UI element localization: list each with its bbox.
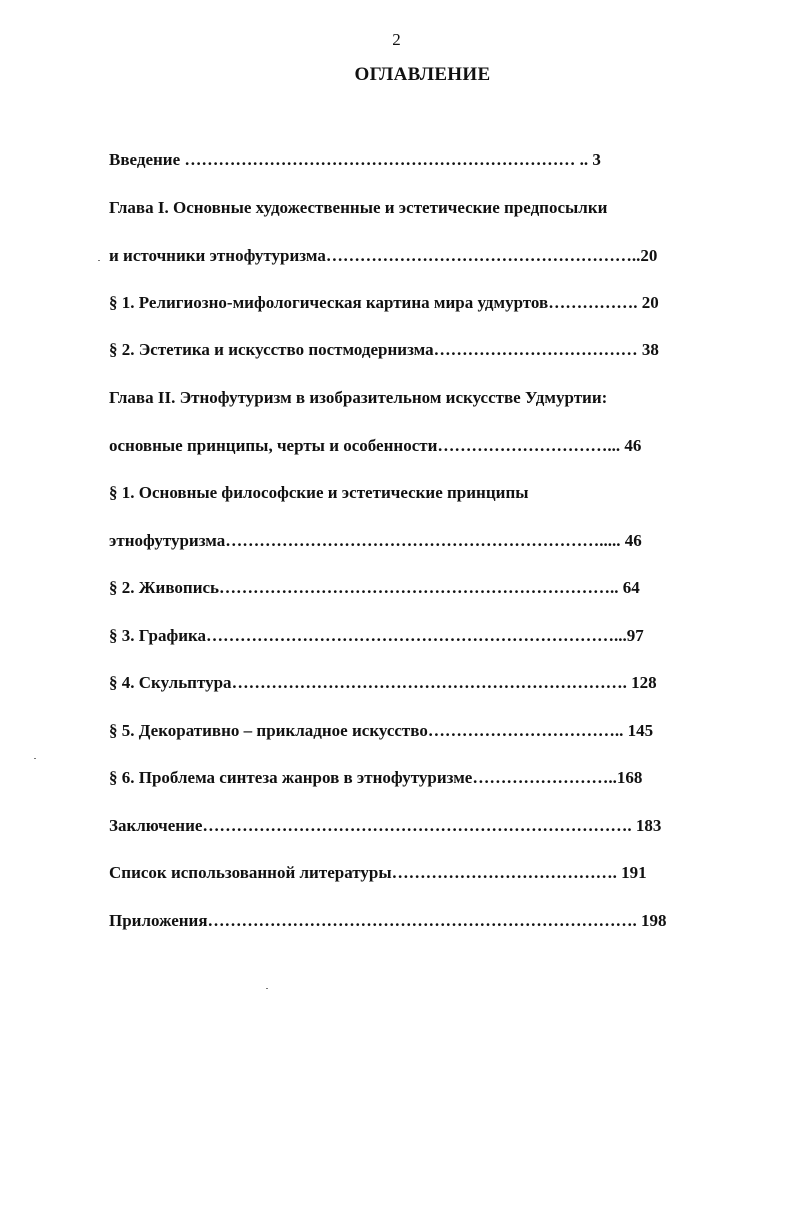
toc-entry-chapter-1[interactable]	[109, 198, 607, 218]
toc-entry-text: Глава I. Основные художественные и эстетические предпосылки	[109, 198, 608, 217]
toc-entry-chapter-1-cont[interactable]	[109, 246, 657, 266]
toc-entry-chapter-2-cont[interactable]	[109, 436, 641, 456]
toc-page-number: 168	[616, 768, 643, 787]
toc-leader: ………………………………………………..	[325, 246, 641, 265]
toc-entry-text: § 5. Декоративно – прикладное искусство	[109, 721, 428, 740]
toc-entry-text: и источники этнофутуризма	[109, 246, 326, 265]
toc-entry-appendices[interactable]	[109, 911, 667, 931]
toc-entry-ch1-section-2[interactable]	[109, 340, 659, 360]
toc-entry-text: основные принципы, черты и особенности	[109, 436, 438, 455]
toc-entry-text: § 1. Основные философские и эстетические принципы	[109, 483, 529, 502]
toc-page-number: 97	[626, 626, 644, 645]
toc-leader: ………………………………	[433, 340, 642, 359]
toc-entry-ch2-section-6[interactable]	[109, 768, 642, 788]
toc-entry-ch2-section-1-cont[interactable]	[109, 531, 642, 551]
toc-entry-text: Введение	[109, 150, 181, 169]
toc-entry-text: Список использованной литературы	[109, 863, 392, 882]
toc-page-number: 20	[640, 246, 658, 265]
scan-speck	[98, 260, 100, 261]
scan-speck	[34, 758, 36, 759]
toc-entry-text: § 2. Живопись	[109, 578, 220, 597]
toc-entry-text: § 6. Проблема синтеза жанров в этнофутуризме	[109, 768, 473, 787]
toc-entry-text: Глава II. Этнофутуризм в изобразительном искусстве Удмуртии:	[109, 388, 608, 407]
toc-entry-bibliography[interactable]	[109, 863, 647, 883]
toc-entry-introduction[interactable]	[109, 150, 601, 170]
toc-leader: ……………………………………………………………..	[219, 578, 623, 597]
toc-entry-text: Приложения	[109, 911, 208, 930]
toc-entry-ch2-section-5[interactable]	[109, 721, 653, 741]
scan-speck	[266, 988, 268, 989]
toc-entry-ch2-section-2[interactable]	[109, 578, 640, 598]
toc-entry-ch1-section-1[interactable]	[109, 293, 659, 313]
toc-leader: ………………………………………………………………….	[202, 816, 636, 835]
page-number: 2	[392, 30, 401, 49]
toc-page-number: 46	[624, 531, 642, 550]
toc-entry-conclusion[interactable]	[109, 816, 661, 836]
toc-page-number: 183	[635, 816, 662, 835]
toc-leader: ………………………………………………………….....	[225, 531, 625, 550]
toc-entry-text: Заключение	[109, 816, 203, 835]
toc-page-number: 198	[641, 911, 667, 930]
toc-leader: ………………………………………………………………...	[206, 626, 627, 645]
toc-leader: …………….	[548, 293, 642, 312]
toc-leader: …………………………...	[437, 436, 625, 455]
toc-entry-text: § 2. Эстетика и искусство постмодернизма	[109, 340, 434, 359]
toc-entry-text: § 3. Графика	[109, 626, 207, 645]
toc-entry-text: § 1. Религиозно-мифологическая картина мира удмуртов	[109, 293, 549, 312]
toc-page-number: 191	[621, 863, 647, 882]
toc-page-number: 145	[627, 721, 654, 740]
toc-page-number: 46	[624, 436, 642, 455]
toc-page-number: 38	[641, 340, 659, 359]
toc-leader: ………………………………………………………………….	[207, 911, 642, 930]
toc-page-number: 20	[641, 293, 659, 312]
page-title: ОГЛАВЛЕНИЕ	[354, 64, 491, 85]
toc-page-number: 64	[622, 578, 640, 597]
toc-leader: ……………………………..	[427, 721, 628, 740]
toc-entry-ch2-section-1[interactable]	[109, 483, 529, 503]
toc-leader: …………………………………………………………… ..	[180, 150, 593, 169]
toc-entry-text: § 4. Скульптура	[109, 673, 232, 692]
toc-entry-ch2-section-3[interactable]	[109, 626, 644, 646]
toc-entry-chapter-2[interactable]	[109, 388, 607, 408]
toc-entry-ch2-section-4[interactable]	[109, 673, 657, 693]
toc-entry-text: этнофутуризма	[109, 531, 226, 550]
toc-leader: …………………………………………………………….	[231, 673, 632, 692]
toc-leader: ……………………..	[472, 768, 617, 787]
toc-page-number: 3	[592, 150, 601, 169]
toc-leader: ………………………………….	[391, 863, 622, 882]
toc-page-number: 128	[631, 673, 657, 692]
